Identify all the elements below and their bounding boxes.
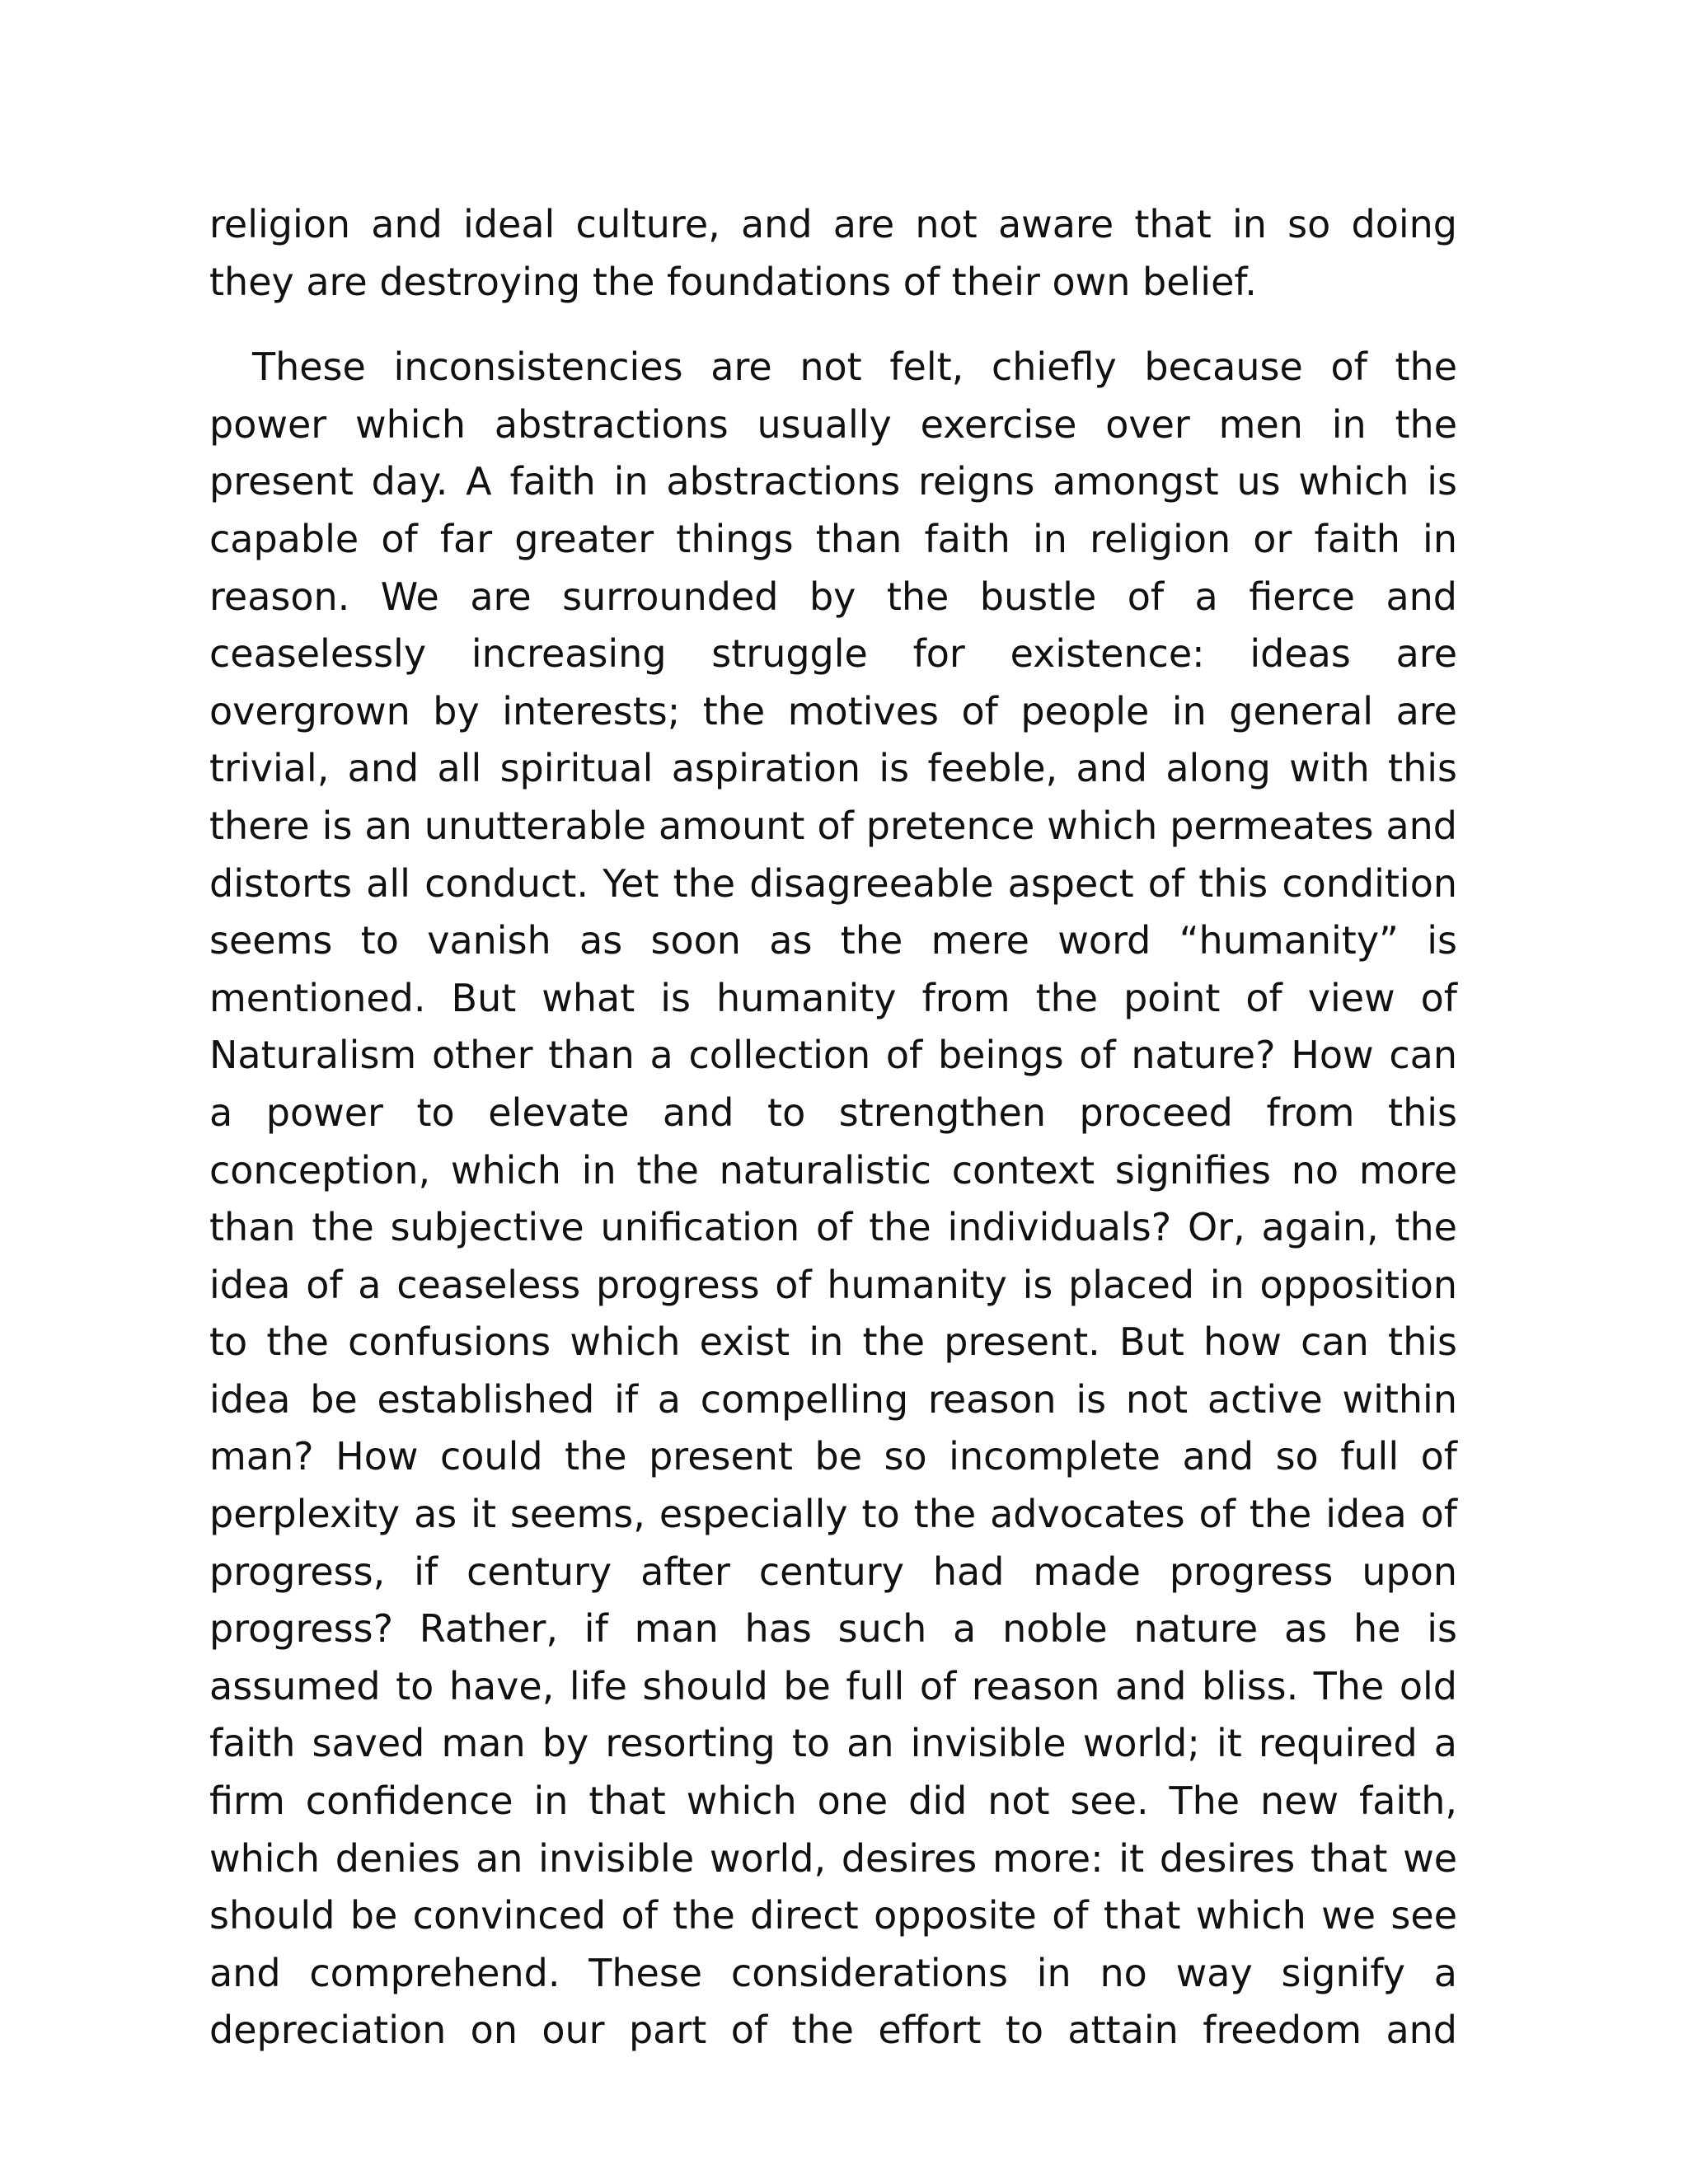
paragraph-continuation: religion and ideal culture, and are not aware that in so doing they are destroying the foundations of their own belief. — [209, 202, 1457, 304]
body-text — [209, 196, 1457, 2060]
paragraph-inconsistencies: These inconsistencies are not felt, chiefly because of the power which abstractions usually exercise over men in the present day. A faith in abstractions reigns amongst us which is capable of far greater things than faith in religion or faith in reason. We are surrounded by the bustle of a fierce and ceaselessly increasing struggle for existence: ideas are overgrown by interests; the motives of people in general are trivial, and all spiritual aspiration is feeble, and along with this there is an unutterable amount of pretence which permeates and distorts all conduct. Yet the disagreeable aspect of this condition seems to vanish as soon as the mere word “humanity” is mentioned. But what is humanity from the point of view of Naturalism other than a collection of beings of nature? How can a power to elevate and to strengthen proceed from this conception, which in the naturalistic context signifies no more than the subjective unification of the individuals? Or, again, the idea of a ceaseless progress of humanity is placed in opposition to the confusions which exist in the present. But how can this idea be established if a compelling reason is not active within man? How could the present be so incomplete and so full of perplexity as it seems, especially to the advocates of the idea of progress, if century after century had made progress upon progress? Rather, if man has such a noble nature as he is assumed to have, life should be full of reason and bliss. The old faith saved man by resorting to an invisible world; it required a firm confidence in that which one did not see. The new faith, which denies an invisible world, desires more: it desires that we should be convinced of the direct opposite of that which we see and comprehend. These considerations in no way signify a depreciation on our part of the effort to attain freedom and — [209, 344, 1457, 2053]
